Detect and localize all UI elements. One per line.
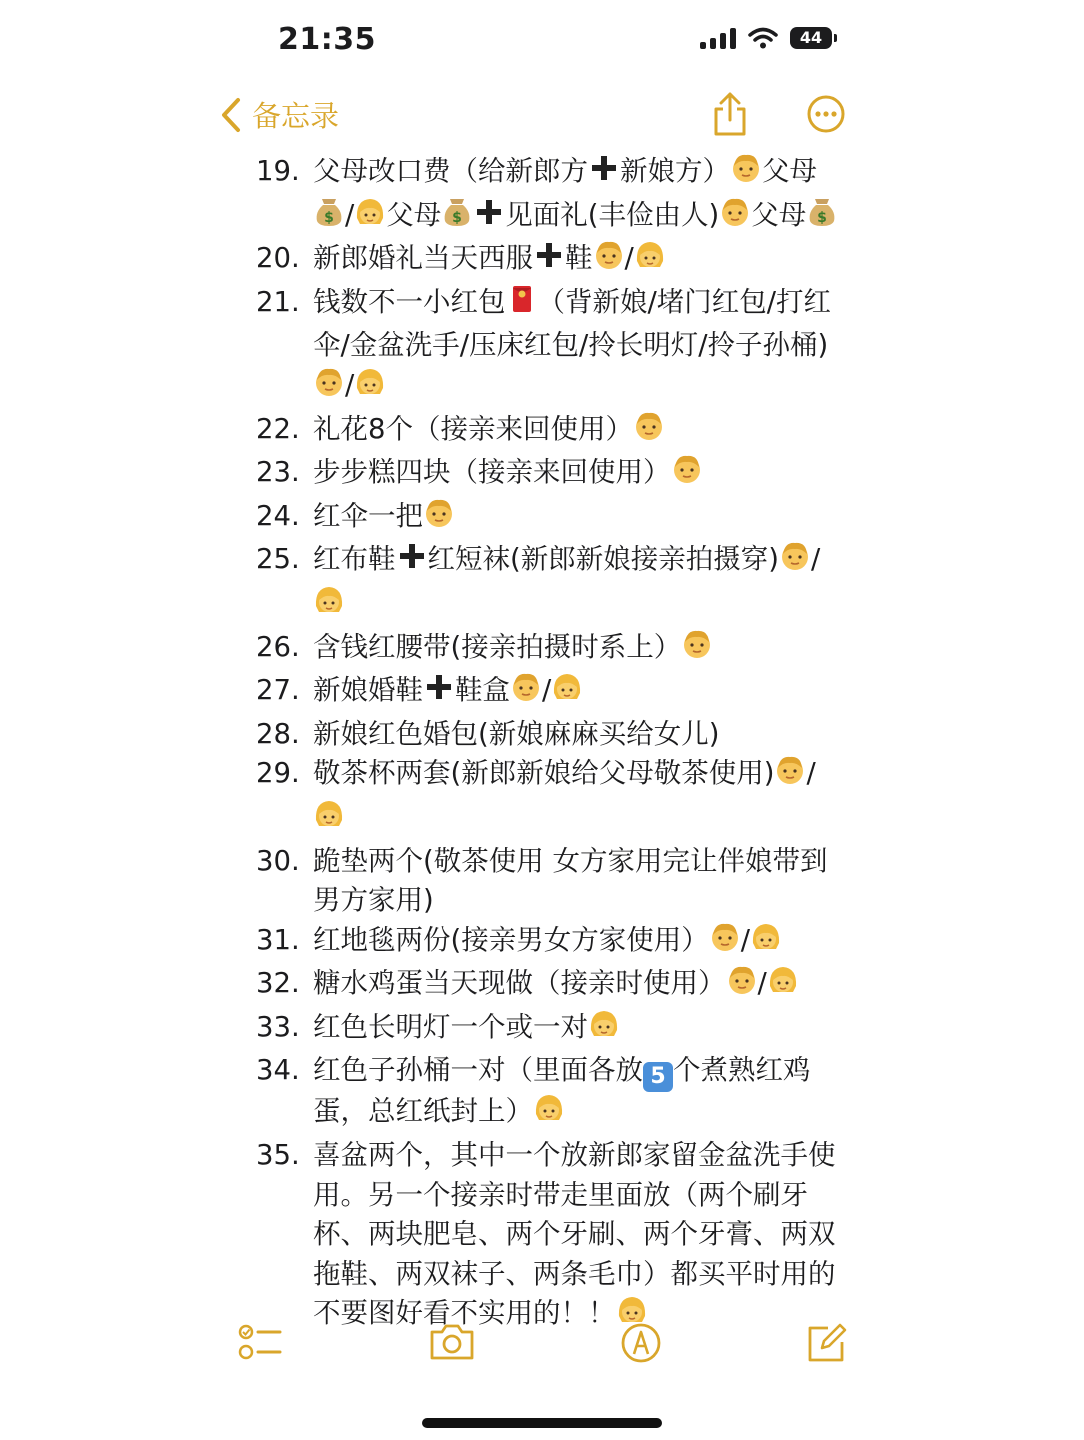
plus-icon — [473, 196, 505, 240]
list-item-text: / — [757, 967, 767, 1000]
list-item-text: 红短袜(新郎新娘接亲拍摄穿) — [427, 543, 779, 576]
girl-icon — [354, 366, 386, 410]
girl-icon — [533, 1092, 565, 1136]
keycap-number-icon: 5 — [643, 1062, 673, 1092]
money-bag-icon — [313, 196, 345, 240]
list-item-text: 红伞一把 — [313, 499, 423, 532]
list-item — [256, 1008, 846, 1052]
boy-icon — [423, 497, 455, 541]
list-item-number: 29. — [256, 757, 300, 790]
list-item-text: / — [345, 368, 355, 401]
list-item-text: 红色子孙桶一对（里面各放 — [313, 1054, 643, 1087]
list-item-text: 步步糕四块（接亲来回使用） — [313, 456, 671, 489]
boy-icon — [779, 540, 811, 584]
girl-icon — [767, 964, 799, 1008]
list-item-text: / — [345, 198, 355, 231]
list-item — [256, 239, 846, 283]
boy-icon — [681, 628, 713, 672]
boy-icon — [719, 196, 751, 240]
markup-pen-icon[interactable] — [620, 1322, 662, 1364]
girl-icon — [313, 584, 345, 628]
list-item-number: 31. — [256, 923, 300, 956]
list-item-text: 红地毯两份(接亲男女方家使用） — [313, 923, 709, 956]
list-item-text: / — [624, 242, 634, 275]
boy-icon — [774, 754, 806, 798]
list-item-number: 25. — [256, 543, 300, 576]
list-item-text: 新娘红色婚包(新娘麻麻买给女儿) — [313, 717, 720, 750]
list-item — [256, 540, 846, 627]
list-item-text: 红布鞋 — [313, 543, 396, 576]
status-icons — [700, 27, 832, 49]
list-item-text: 父母改口费（给新郎方 — [313, 155, 588, 187]
girl-icon — [354, 196, 386, 240]
plus-icon — [396, 540, 428, 584]
list-item-text: 父母 — [751, 198, 807, 231]
back-button[interactable] — [220, 94, 339, 135]
list-item — [256, 1136, 846, 1338]
share-icon[interactable] — [712, 92, 748, 136]
list-item — [256, 1051, 846, 1136]
girl-icon — [551, 671, 583, 715]
list-item-number: 28. — [256, 717, 300, 750]
red-envelope-icon — [506, 283, 538, 327]
list-item-number: 26. — [256, 630, 300, 663]
svg-text:$: $ — [817, 209, 828, 226]
list-item — [256, 628, 846, 672]
list-item-text: 父母 — [762, 155, 817, 187]
home-indicator[interactable] — [422, 1418, 662, 1428]
cellular-signal-icon — [700, 27, 736, 49]
list-item-text: 见面礼(丰俭由人) — [505, 198, 720, 231]
money-bag-icon — [441, 196, 473, 240]
list-item-number: 21. — [256, 285, 300, 318]
list-item-text: 敬茶杯两套(新郎新娘给父母敬茶使用) — [313, 757, 775, 790]
list-item-text: 喜盆两个，其中一个放新郎家留金盆洗手使用。另一个接亲时带走里面放（两个刷牙杯、两块肥皂、两个牙刷、两个牙膏、两双拖鞋、两双袜子、两条毛巾）都买平时用的不要图好看不实用的！！ — [313, 1139, 836, 1330]
list-item-number: 35. — [256, 1139, 300, 1172]
list-item — [256, 453, 846, 497]
list-item-text: 鞋盒 — [455, 674, 510, 707]
list-item — [256, 671, 846, 715]
money-bag-icon — [806, 196, 838, 240]
list-item — [256, 152, 846, 239]
girl-icon — [750, 921, 782, 965]
list-item-text: / — [740, 923, 750, 956]
list-item-number: 19. — [256, 155, 300, 187]
list-item-text: 含钱红腰带(接亲拍摄时系上） — [313, 630, 682, 663]
boy-icon — [726, 964, 758, 1008]
svg-text:$: $ — [452, 209, 463, 226]
note-body[interactable] — [256, 152, 846, 1338]
list-item-text: 跪垫两个(敬茶使用 女方家用完让伴娘带到男方家用) — [313, 844, 828, 917]
plus-icon — [533, 239, 565, 283]
boy-icon — [633, 410, 665, 454]
boy-icon — [730, 152, 762, 196]
plus-icon — [423, 671, 455, 715]
list-item-text: 新娘婚鞋 — [313, 674, 423, 707]
list-item — [256, 964, 846, 1008]
boy-icon — [671, 453, 703, 497]
list-item-number: 27. — [256, 674, 300, 707]
list-item-number: 20. — [256, 242, 300, 275]
list-item-number: 34. — [256, 1054, 300, 1087]
status-time: 21:35 — [278, 22, 376, 57]
list-item-text: 礼花8个（接亲来回使用） — [313, 412, 633, 445]
list-item — [256, 497, 846, 541]
boy-icon — [709, 921, 741, 965]
list-item-text: 糖水鸡蛋当天现做（接亲时使用） — [313, 967, 726, 1000]
bottom-toolbar — [0, 1322, 1084, 1378]
nav-actions — [712, 92, 846, 136]
status-bar — [0, 0, 1084, 84]
list-item-text: / — [806, 757, 816, 790]
list-item-text: 红色长明灯一个或一对 — [313, 1010, 588, 1043]
girl-icon — [313, 798, 345, 842]
list-item — [256, 754, 846, 841]
list-item-number: 24. — [256, 499, 300, 532]
camera-icon[interactable] — [428, 1322, 476, 1362]
boy-icon — [313, 366, 345, 410]
boy-icon — [510, 671, 542, 715]
girl-icon — [588, 1008, 620, 1052]
nav-bar — [0, 88, 1084, 148]
list-item-text: 父母 — [386, 198, 442, 231]
list-item — [256, 410, 846, 454]
chevron-left-icon — [220, 97, 242, 133]
list-item — [256, 921, 846, 965]
list-item-number: 33. — [256, 1010, 300, 1043]
compose-icon[interactable] — [806, 1322, 848, 1364]
list-item-text: （背新娘/堵门红包/打红伞/金盆洗手/压床红包/拎长明灯/拎子孙桶) — [313, 285, 832, 362]
battery-icon: 44 — [790, 27, 832, 49]
more-options-icon[interactable] — [806, 94, 846, 134]
list-item-number: 22. — [256, 412, 300, 445]
list-item-text: 新郎婚礼当天西服 — [313, 242, 533, 275]
plus-icon — [588, 152, 620, 196]
list-item — [256, 283, 846, 410]
list-item-number: 32. — [256, 967, 300, 1000]
list-item-number: 30. — [256, 844, 300, 877]
list-item-text: 鞋 — [565, 242, 593, 275]
girl-icon — [634, 239, 666, 283]
list-item — [256, 842, 846, 921]
list-item-text: 个煮熟红鸡蛋，总红纸封上） — [313, 1054, 811, 1128]
list-item-text: / — [542, 674, 552, 707]
wifi-icon — [748, 27, 778, 49]
list-item-text: / — [810, 543, 821, 576]
svg-text:$: $ — [324, 209, 334, 226]
list-item-text: 钱数不一小红包 — [313, 285, 506, 318]
checklist-icon[interactable] — [238, 1322, 282, 1362]
list-item-number: 23. — [256, 456, 300, 489]
back-label: 备忘录 — [252, 99, 340, 133]
boy-icon — [593, 239, 625, 283]
list-item — [256, 715, 846, 755]
list-item-text: 新娘方） — [620, 155, 730, 187]
